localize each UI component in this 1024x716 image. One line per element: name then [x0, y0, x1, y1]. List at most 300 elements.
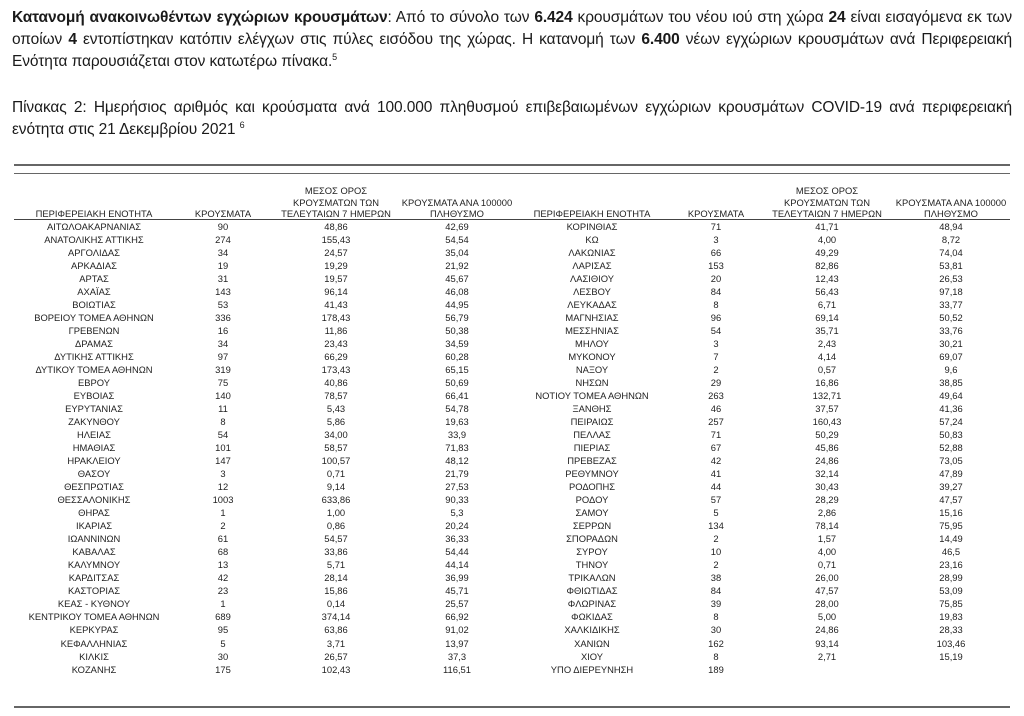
- cell-avg-7d: 24,86: [815, 455, 839, 467]
- cell-per-100k: 19,83: [939, 611, 963, 623]
- cell-per-100k: 57,24: [939, 416, 963, 428]
- cell-cases: 12: [217, 481, 229, 493]
- cell-avg-7d: 93,14: [815, 637, 839, 649]
- cell-per-100k: 49,64: [939, 390, 963, 402]
- cell-per-100k: 60,28: [445, 351, 469, 363]
- cell-avg-7d: 58,57: [324, 442, 348, 454]
- table-header-row: [14, 181, 1010, 220]
- cell-cases: 23: [217, 585, 229, 597]
- cell-avg-7d: 0,71: [817, 559, 837, 571]
- local-cases: 6.400: [641, 31, 680, 48]
- cell-cases: 147: [215, 455, 231, 467]
- cell-avg-7d: 4,00: [817, 234, 837, 246]
- cell-cases: 30: [710, 624, 722, 636]
- cell-cases: 140: [215, 390, 231, 402]
- cell-avg-7d: 0,86: [326, 520, 346, 532]
- table-bottom-rule: [14, 706, 1010, 708]
- cell-avg-7d: 49,29: [815, 247, 839, 259]
- cell-avg-7d: 23,43: [324, 338, 348, 350]
- cell-avg-7d: 45,86: [815, 442, 839, 454]
- cell-region: ΠΙΕΡΙΑΣ: [573, 442, 611, 454]
- cell-avg-7d: 54,57: [324, 533, 348, 545]
- cell-avg-7d: 5,43: [326, 403, 346, 415]
- cell-per-100k: 54,44: [445, 546, 469, 558]
- cell-region: ΧΑΛΚΙΔΙΚΗΣ: [564, 624, 620, 636]
- cell-avg-7d: 33,86: [324, 546, 348, 558]
- cell-region: ΦΛΩΡΙΝΑΣ: [567, 598, 617, 610]
- table-row: [14, 376, 1010, 389]
- cell-region: ΞΑΝΘΗΣ: [572, 403, 612, 415]
- cell-avg-7d: 47,57: [815, 585, 839, 597]
- table-row: [14, 610, 1010, 623]
- cell-per-100k: 75,95: [939, 520, 963, 532]
- cell-per-100k: 15,16: [939, 507, 963, 519]
- cell-region: ΚΕΑΣ - ΚΥΘΝΟΥ: [57, 598, 131, 610]
- intro-text: : Από το σύνολο των: [387, 9, 535, 26]
- cell-per-100k: 46,5: [941, 546, 961, 558]
- table-top-rule-2: [14, 173, 1010, 174]
- header-cases: ΚΡΟΥΣΜΑΤΑ: [194, 207, 252, 219]
- cell-cases: 1: [220, 598, 226, 610]
- cell-avg-7d: [762, 663, 892, 676]
- cell-avg-7d: 5,86: [326, 416, 346, 428]
- cell-per-100k: 36,33: [445, 533, 469, 545]
- header-region: ΠΕΡΙΦΕΡΕΙΑΚΗ ΕΝΟΤΗΤΑ: [533, 207, 651, 219]
- cell-avg-7d: 28,00: [815, 598, 839, 610]
- cell-cases: 54: [217, 429, 229, 441]
- cell-cases: 20: [710, 273, 722, 285]
- cell-per-100k: 91,02: [445, 624, 469, 636]
- cell-region: ΜΕΣΣΗΝΙΑΣ: [565, 325, 619, 337]
- cell-region: ΚΑΒΑΛΑΣ: [72, 546, 116, 558]
- cell-cases: 53: [217, 299, 229, 311]
- cell-per-100k: 66,41: [445, 390, 469, 402]
- cell-cases: 67: [710, 442, 722, 454]
- cell-per-100k: 28,33: [939, 624, 963, 636]
- cell-cases: 19: [217, 260, 229, 272]
- table-row: [14, 441, 1010, 454]
- cell-avg-7d: 178,43: [321, 312, 351, 324]
- cell-avg-7d: 96,14: [324, 286, 348, 298]
- cell-region: ΦΩΚΙΔΑΣ: [571, 611, 613, 623]
- cell-region: ΑΡΓΟΛΙΔΑΣ: [68, 247, 120, 259]
- cell-cases: 5: [713, 507, 719, 519]
- table-row: [14, 663, 1010, 676]
- cell-cases: 257: [708, 416, 724, 428]
- cell-region: ΔΡΑΜΑΣ: [75, 338, 113, 350]
- cell-cases: 1003: [212, 494, 234, 506]
- cell-avg-7d: 30,43: [815, 481, 839, 493]
- table-row: [14, 233, 1010, 246]
- cell-per-100k: 34,59: [445, 338, 469, 350]
- cell-cases: 101: [215, 442, 231, 454]
- cell-region: ΕΒΡΟΥ: [77, 377, 110, 389]
- cell-per-100k: 30,21: [939, 338, 963, 350]
- cell-per-100k: 90,33: [445, 494, 469, 506]
- cell-region: ΔΥΤΙΚΟΥ ΤΟΜΕΑ ΑΘΗΝΩΝ: [35, 364, 153, 376]
- table-row: [14, 220, 1010, 234]
- cell-avg-7d: 32,14: [815, 468, 839, 480]
- cell-cases: 30: [217, 650, 229, 662]
- table-top-rule: [14, 164, 1010, 166]
- cell-cases: 54: [710, 325, 722, 337]
- cell-per-100k: [892, 663, 1010, 676]
- cell-avg-7d: 66,29: [324, 351, 348, 363]
- cell-region: ΚΑΡΔΙΤΣΑΣ: [68, 572, 120, 584]
- cell-per-100k: 35,04: [445, 247, 469, 259]
- cell-region: ΠΕΛΛΑΣ: [573, 429, 611, 441]
- cell-avg-7d: 78,14: [815, 520, 839, 532]
- cell-region: ΜΑΓΝΗΣΙΑΣ: [565, 312, 619, 324]
- cell-avg-7d: 56,43: [815, 286, 839, 298]
- cell-avg-7d: 26,00: [815, 572, 839, 584]
- table-row: [14, 415, 1010, 428]
- cell-region: ΒΟΙΩΤΙΑΣ: [72, 299, 116, 311]
- cell-region: ΛΕΥΚΑΔΑΣ: [567, 299, 617, 311]
- cell-cases: 42: [710, 455, 722, 467]
- cell-per-100k: 47,89: [939, 468, 963, 480]
- cell-avg-7d: 50,29: [815, 429, 839, 441]
- cell-per-100k: 46,08: [445, 286, 469, 298]
- cell-per-100k: 103,46: [936, 637, 966, 649]
- cell-per-100k: 97,18: [939, 286, 963, 298]
- intro-text: κρουσμάτων του νέου ιού στη χώρα: [572, 9, 829, 26]
- cell-avg-7d: 4,14: [817, 351, 837, 363]
- cell-region: ΝΑΞΟΥ: [575, 364, 609, 376]
- cell-avg-7d: 15,86: [324, 585, 348, 597]
- cell-avg-7d: 82,86: [815, 260, 839, 272]
- cell-per-100k: 5,3: [450, 507, 464, 519]
- cell-region: ΚΕΡΚΥΡΑΣ: [69, 624, 119, 636]
- cell-cases: 46: [710, 403, 722, 415]
- cell-avg-7d: 24,86: [815, 624, 839, 636]
- cell-region: ΑΙΤΩΛΟΑΚΑΡΝΑΝΙΑΣ: [46, 221, 142, 232]
- header-per-100k: ΚΡΟΥΣΜΑΤΑ ΑΝΑ 100000 ΠΛΗΘΥΣΜΟ: [895, 196, 1007, 219]
- footnote-ref[interactable]: 6: [239, 120, 245, 130]
- cell-cases: 75: [217, 377, 229, 389]
- cell-per-100k: 13,97: [445, 637, 469, 649]
- cell-avg-7d: 78,57: [324, 390, 348, 402]
- cell-per-100k: 74,04: [939, 247, 963, 259]
- cell-cases: 90: [217, 221, 229, 232]
- cell-region: ΘΑΣΟΥ: [77, 468, 111, 480]
- table-row: [14, 246, 1010, 259]
- cell-per-100k: 53,81: [939, 260, 963, 272]
- table-row: [14, 337, 1010, 350]
- intro-text: νέων εγχώριων κρουσμάτων ανά Περιφερειακή Ενότητα παρουσιάζεται στον κατωτέρω πίνακα.: [12, 31, 1012, 70]
- cell-region: ΧΑΝΙΩΝ: [574, 637, 610, 649]
- cell-cases: 84: [710, 585, 722, 597]
- cell-avg-7d: 2,86: [817, 507, 837, 519]
- table-row: [14, 506, 1010, 519]
- cell-per-100k: 14,49: [939, 533, 963, 545]
- cell-avg-7d: 28,14: [324, 572, 348, 584]
- cell-region: ΔΥΤΙΚΗΣ ΑΤΤΙΚΗΣ: [54, 351, 134, 363]
- intro-paragraph: [12, 7, 1012, 73]
- cell-per-100k: 45,71: [445, 585, 469, 597]
- table-row: [14, 623, 1010, 636]
- cell-region: ΚΑΣΤΟΡΙΑΣ: [67, 585, 121, 597]
- cell-cases: 336: [215, 312, 231, 324]
- cell-region: ΓΡΕΒΕΝΩΝ: [68, 325, 120, 337]
- cell-avg-7d: 0,71: [326, 468, 346, 480]
- cell-region: ΕΥΒΟΙΑΣ: [73, 390, 115, 402]
- table-row: [14, 428, 1010, 441]
- cell-cases: 16: [217, 325, 229, 337]
- regional-cases-table: [14, 181, 1010, 676]
- intro-text: είναι εισαγόμενα εκ των οποίων: [12, 9, 1012, 48]
- cell-region: ΣΠΟΡΑΔΩΝ: [566, 533, 618, 545]
- cell-per-100k: 21,79: [445, 468, 469, 480]
- cell-region: ΗΡΑΚΛΕΙΟΥ: [67, 455, 121, 467]
- cell-avg-7d: 0,14: [326, 598, 346, 610]
- cell-region: ΕΥΡΥΤΑΝΙΑΣ: [65, 403, 123, 415]
- cell-cases: 34: [217, 338, 229, 350]
- cell-region: ΚΩ: [585, 234, 599, 246]
- table-caption: [12, 97, 1012, 141]
- cell-cases: 44: [710, 481, 722, 493]
- cell-cases: 13: [217, 559, 229, 571]
- cell-cases: 3: [713, 338, 719, 350]
- table-row: [14, 350, 1010, 363]
- cell-cases: 2: [220, 520, 226, 532]
- table-row: [14, 480, 1010, 493]
- cell-cases: 175: [215, 663, 231, 675]
- cell-cases: 319: [215, 364, 231, 376]
- cell-per-100k: 54,54: [445, 234, 469, 246]
- cell-per-100k: 53,09: [939, 585, 963, 597]
- cell-cases: 7: [713, 351, 719, 363]
- table-row: [14, 454, 1010, 467]
- header-avg: ΜΕΣΟΣ ΟΡΟΣ ΚΡΟΥΣΜΑΤΩΝ ΤΩΝ ΤΕΛΕΥΤΑΙΩΝ 7 ΗΜΕΡΩΝ: [772, 185, 882, 219]
- table-row: [14, 519, 1010, 532]
- cell-per-100k: 25,57: [445, 598, 469, 610]
- cell-cases: 95: [217, 624, 229, 636]
- table-row: [14, 637, 1010, 650]
- cell-per-100k: 71,83: [445, 442, 469, 454]
- cell-cases: 274: [215, 234, 231, 246]
- cell-per-100k: 45,67: [445, 273, 469, 285]
- cell-cases: 8: [713, 611, 719, 623]
- cell-per-100k: 19,63: [445, 416, 469, 428]
- cell-per-100k: 33,77: [939, 299, 963, 311]
- cell-per-100k: 50,83: [939, 429, 963, 441]
- cell-region: ΚΙΛΚΙΣ: [79, 650, 109, 662]
- cell-cases: 68: [217, 546, 229, 558]
- cell-avg-7d: 4,00: [817, 546, 837, 558]
- cell-avg-7d: 2,43: [817, 338, 837, 350]
- border-cases: 4: [68, 31, 77, 48]
- cell-cases: 189: [708, 663, 724, 675]
- cell-region: ΙΩΑΝΝΙΝΩΝ: [67, 533, 121, 545]
- table-row: [14, 493, 1010, 506]
- cell-region: ΜΥΚΟΝΟΥ: [568, 351, 616, 363]
- cell-per-100k: 75,85: [939, 598, 963, 610]
- cell-per-100k: 36,99: [445, 572, 469, 584]
- cell-per-100k: 50,69: [445, 377, 469, 389]
- cell-avg-7d: 5,71: [326, 559, 346, 571]
- cell-cases: 3: [220, 468, 226, 480]
- cell-cases: 42: [217, 572, 229, 584]
- cell-cases: 134: [708, 520, 724, 532]
- cell-per-100k: 9,6: [944, 364, 958, 376]
- cell-region: ΘΗΡΑΣ: [78, 507, 110, 519]
- cell-per-100k: 65,15: [445, 364, 469, 376]
- cell-region: ΣΥΡΟΥ: [576, 546, 608, 558]
- cell-avg-7d: 160,43: [812, 416, 842, 428]
- cell-region: ΒΟΡΕΙΟΥ ΤΟΜΕΑ ΑΘΗΝΩΝ: [34, 312, 154, 324]
- cell-avg-7d: 173,43: [321, 364, 351, 376]
- cell-region: ΛΑΡΙΣΑΣ: [572, 260, 612, 272]
- cell-avg-7d: 24,57: [324, 247, 348, 259]
- cell-avg-7d: 6,71: [817, 299, 837, 311]
- cell-per-100k: 69,07: [939, 351, 963, 363]
- cell-avg-7d: 40,86: [324, 377, 348, 389]
- cell-avg-7d: 2,71: [817, 650, 837, 662]
- cell-region: ΚΕΦΑΛΛΗΝΙΑΣ: [60, 637, 128, 649]
- cell-avg-7d: 102,43: [321, 663, 351, 675]
- cell-per-100k: 28,99: [939, 572, 963, 584]
- cell-avg-7d: 19,57: [324, 273, 348, 285]
- cell-cases: 97: [217, 351, 229, 363]
- cell-avg-7d: 11,86: [324, 325, 348, 337]
- cell-avg-7d: 34,00: [324, 429, 348, 441]
- cell-region: ΡΟΔΟΥ: [575, 494, 609, 506]
- cell-cases: 71: [710, 429, 722, 441]
- cell-per-100k: 50,38: [445, 325, 469, 337]
- cell-region: ΡΟΔΟΠΗΣ: [568, 481, 616, 493]
- cell-per-100k: 44,14: [445, 559, 469, 571]
- cell-cases: 61: [217, 533, 229, 545]
- cell-per-100k: 47,57: [939, 494, 963, 506]
- cell-avg-7d: 1,57: [817, 533, 837, 545]
- cell-cases: 96: [710, 312, 722, 324]
- cell-region: ΡΕΘΥΜΝΟΥ: [565, 468, 619, 480]
- cell-avg-7d: 48,86: [324, 221, 348, 232]
- cell-avg-7d: 374,14: [321, 611, 351, 623]
- intro-heading: Κατανομή ανακοινωθέντων εγχώριων κρουσμάτων: [12, 9, 388, 26]
- cell-per-100k: 54,78: [445, 403, 469, 415]
- cell-per-100k: 33,9: [447, 429, 467, 441]
- cell-per-100k: 15,19: [939, 650, 963, 662]
- footnote-ref[interactable]: 5: [332, 52, 338, 62]
- caption-text: Πίνακας 2: Ημερήσιος αριθμός και κρούσματα ανά 100.000 πληθυσμού επιβεβαιωμένων εγχώριων κρουσμάτων COVID-19 ανά περιφερειακή ενότητα στις 21 Δεκεμβρίου 2021: [12, 99, 1012, 138]
- cell-cases: 263: [708, 390, 724, 402]
- cell-per-100k: 73,05: [939, 455, 963, 467]
- cell-region: ΣΕΡΡΩΝ: [572, 520, 612, 532]
- cell-region: ΜΗΛΟΥ: [575, 338, 609, 350]
- cell-cases: 162: [708, 637, 724, 649]
- cell-cases: 689: [215, 611, 231, 623]
- cell-per-100k: 116,51: [443, 663, 471, 675]
- cell-per-100k: 20,24: [445, 520, 469, 532]
- cell-per-100k: 23,16: [939, 559, 963, 571]
- table-row: [14, 363, 1010, 376]
- imported-cases: 24: [828, 9, 846, 26]
- intro-text: εντοπίστηκαν κατόπιν ελέγχων στις πύλες εισόδου της χώρας. Η κατανομή των: [76, 31, 642, 48]
- cell-cases: 8: [713, 299, 719, 311]
- cell-avg-7d: 5,00: [817, 611, 837, 623]
- table-row: [14, 402, 1010, 415]
- cell-avg-7d: 9,14: [326, 481, 346, 493]
- cell-avg-7d: 12,43: [815, 273, 839, 285]
- cell-per-100k: 42,69: [445, 221, 469, 232]
- cell-cases: 11: [218, 403, 228, 415]
- cell-cases: 57: [710, 494, 722, 506]
- cell-cases: 153: [708, 260, 724, 272]
- cell-avg-7d: 0,57: [817, 364, 837, 376]
- table-row: [14, 650, 1010, 663]
- cell-region: ΛΑΚΩΝΙΑΣ: [568, 247, 616, 259]
- table-row: [14, 285, 1010, 298]
- header-per-100k: ΚΡΟΥΣΜΑΤΑ ΑΝΑ 100000 ΠΛΗΘΥΣΜΟ: [401, 196, 513, 219]
- cell-avg-7d: 28,29: [815, 494, 839, 506]
- cell-per-100k: 37,3: [447, 650, 467, 662]
- cell-cases: 39: [710, 598, 722, 610]
- cell-avg-7d: 132,71: [812, 390, 842, 402]
- cell-cases: 66: [710, 247, 722, 259]
- cell-region: ΝΗΣΩΝ: [575, 377, 609, 389]
- cell-region: ΚΟΡΙΝΘΙΑΣ: [566, 221, 618, 232]
- cell-cases: 8: [220, 416, 226, 428]
- cell-per-100k: 26,53: [939, 273, 963, 285]
- cell-region: ΛΑΣΙΘΙΟΥ: [569, 273, 615, 285]
- cell-region: ΑΡΚΑΔΙΑΣ: [71, 260, 117, 272]
- cell-cases: 2: [713, 559, 719, 571]
- cell-per-100k: 48,94: [939, 221, 963, 232]
- table-row: [14, 389, 1010, 402]
- cell-region: ΥΠΟ ΔΙΕΡΕΥΝΗΣΗ: [550, 663, 634, 675]
- cell-cases: 31: [217, 273, 229, 285]
- cell-cases: 34: [217, 247, 229, 259]
- cell-cases: 41: [710, 468, 722, 480]
- cell-cases: 38: [710, 572, 722, 584]
- cell-region: ΛΕΣΒΟΥ: [573, 286, 611, 298]
- table-row: [14, 571, 1010, 584]
- cell-cases: 3: [713, 234, 719, 246]
- cell-per-100k: 41,36: [939, 403, 963, 415]
- cell-avg-7d: 100,57: [321, 455, 351, 467]
- cell-cases: 5: [220, 637, 226, 649]
- cell-per-100k: 27,53: [445, 481, 469, 493]
- cell-avg-7d: 16,86: [815, 377, 839, 389]
- cell-region: ΑΧΑΪΑΣ: [77, 286, 111, 298]
- cell-per-100k: 44,95: [445, 299, 469, 311]
- cell-avg-7d: 37,57: [815, 403, 839, 415]
- cell-region: ΣΑΜΟΥ: [575, 507, 609, 519]
- header-region: ΠΕΡΙΦΕΡΕΙΑΚΗ ΕΝΟΤΗΤΑ: [35, 207, 153, 219]
- cell-per-100k: 21,92: [445, 260, 469, 272]
- cell-per-100k: 52,88: [939, 442, 963, 454]
- cell-region: ΠΡΕΒΕΖΑΣ: [567, 455, 617, 467]
- cell-region: ΤΡΙΚΑΛΩΝ: [568, 572, 616, 584]
- total-cases: 6.424: [534, 9, 573, 26]
- cell-region: ΑΡΤΑΣ: [79, 273, 109, 285]
- table-row: [14, 298, 1010, 311]
- table-row: [14, 532, 1010, 545]
- cell-avg-7d: 633,86: [321, 494, 351, 506]
- cell-avg-7d: 26,57: [324, 650, 348, 662]
- cell-avg-7d: 1,00: [326, 507, 346, 519]
- cell-region: ΗΜΑΘΙΑΣ: [72, 442, 116, 454]
- cell-per-100k: 56,79: [445, 312, 469, 324]
- cell-cases: 8: [713, 650, 719, 662]
- header-avg: ΜΕΣΟΣ ΟΡΟΣ ΚΡΟΥΣΜΑΤΩΝ ΤΩΝ ΤΕΛΕΥΤΑΙΩΝ 7 ΗΜΕΡΩΝ: [281, 185, 391, 219]
- cell-region: ΘΕΣΠΡΩΤΙΑΣ: [64, 481, 124, 493]
- cell-region: ΙΚΑΡΙΑΣ: [75, 520, 113, 532]
- cell-cases: 2: [713, 364, 719, 376]
- table-row: [14, 324, 1010, 337]
